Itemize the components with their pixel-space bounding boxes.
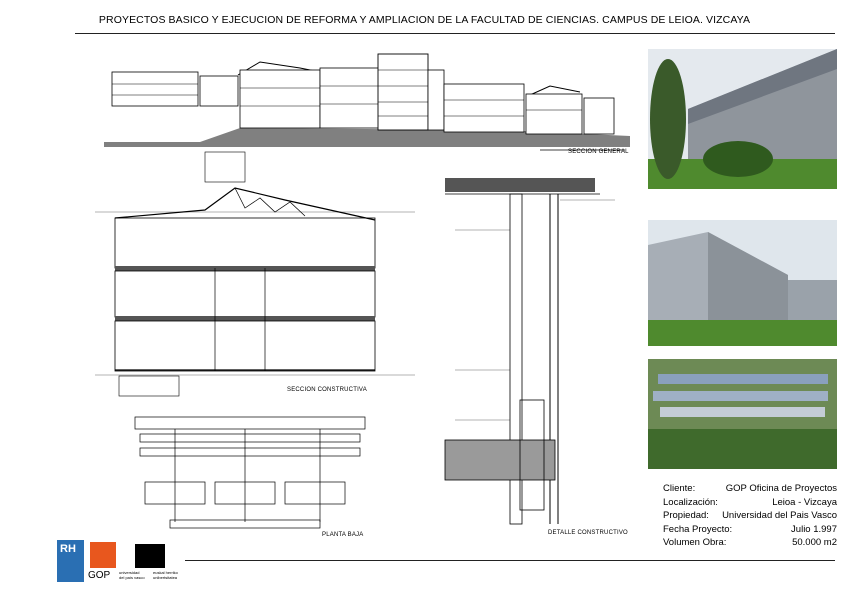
building-wing-photo (648, 220, 837, 346)
upv-logo-text-line2: del país vasco (119, 575, 145, 580)
construction-detail-drawing (440, 160, 620, 530)
page-title: PROYECTOS BASICO Y EJECUCION DE REFORMA Y AMPLIACION DE LA FACULTAD DE CIENCIAS. CAMPUS DE LEIOA. VIZCAYA (98, 14, 751, 26)
upv-logo-text-line1: universidad (119, 570, 140, 575)
info-row-localizacion: Localización: Leioa - Vizcaya (663, 496, 837, 508)
campus-aerial-photo (648, 359, 837, 469)
top-divider (75, 33, 835, 34)
ehu-logo-text-line2: unibertsitatea (153, 575, 178, 580)
seccion-constructiva-label: SECCION CONSTRUCTIVA (287, 387, 367, 393)
gop-logo (90, 542, 116, 568)
general-section-drawing (100, 50, 630, 155)
detalle-constructivo-label: DETALLE CONSTRUCTIVO (548, 530, 628, 536)
ground-floor-plan-drawing (130, 412, 370, 532)
info-row-fecha: Fecha Proyecto: Julio 1.997 (663, 523, 837, 535)
building-facade-photo (648, 49, 837, 189)
gop-logo-text: GOP (88, 570, 111, 581)
constructive-section-drawing (85, 150, 425, 400)
info-row-propiedad: Propiedad: Universidad del Pais Vasco (663, 510, 837, 521)
rh-logo-text: RH (60, 543, 76, 555)
info-row-cliente: Cliente: GOP Oficina de Proyectos (663, 483, 837, 494)
upv-logo (135, 544, 165, 568)
seccion-general-label: SECCION GENERAL (568, 149, 629, 155)
planta-baja-label: PLANTA BAJA (322, 532, 364, 538)
project-info (663, 482, 837, 550)
info-row-volumen: Volumen Obra: 50.000 m2 (663, 537, 837, 548)
ehu-logo-text-line1: euskal herriko (153, 570, 178, 575)
bottom-divider (185, 560, 835, 561)
